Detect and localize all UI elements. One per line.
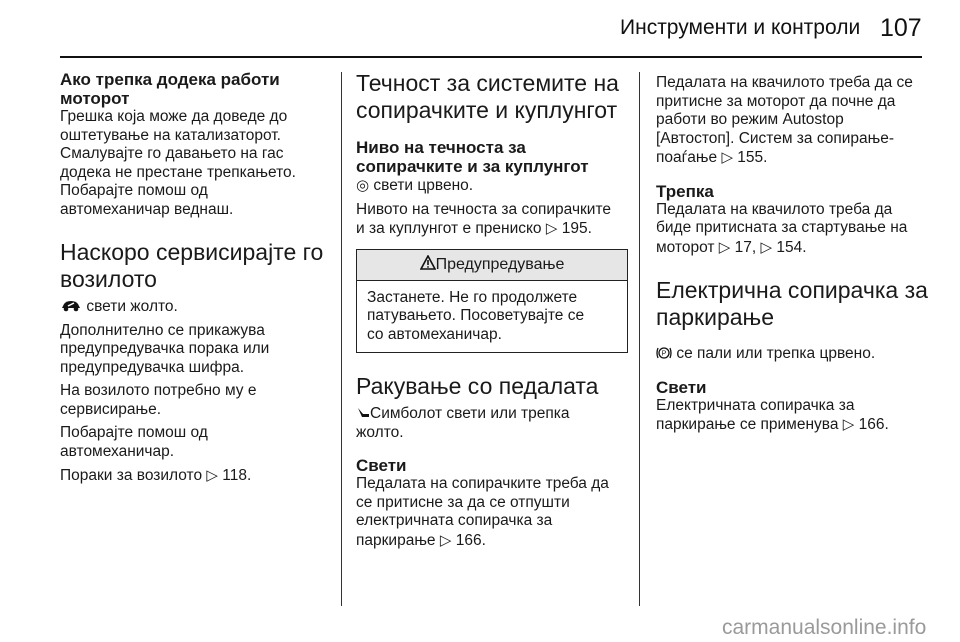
car-service-icon (60, 300, 82, 312)
warning-box (356, 249, 628, 354)
paragraph: Педалата на квачилото треба да биде притисната за стартување на моторот ▷ 17, ▷ 154. (656, 200, 908, 256)
subheading-flashing: Трепка (656, 181, 714, 201)
warning-header: Предупредување (357, 250, 627, 281)
column-right (656, 74, 946, 435)
cross-reference: Пораки за возилото ▷ 118. (60, 466, 252, 484)
subheading-fluid-level: Ниво на течноста за сопирачките и за куплунгот (356, 138, 589, 176)
arrow-icon: ▷ (842, 415, 855, 433)
parking-brake-icon (656, 346, 672, 360)
arrow-icon: ▷ (206, 466, 218, 484)
column-middle (356, 70, 628, 550)
brake-warning-icon: ◎ (356, 176, 370, 194)
warning-text: Застанете. Не го продолжете патувањето. Посоветувајте се со автомеханичар. (367, 288, 585, 343)
paragraph: Нивото на течноста за сопирачките и за куплунгот е прениско ▷ 195. (356, 200, 612, 237)
section-title-service-vehicle: Наскоро сервисирајте го возилото (60, 239, 324, 292)
paragraph: Педалата на сопирачките треба да се притисне за да се отпушти електричната сопирачка за паркирање ▷ 166. (356, 475, 609, 549)
paragraph: Побарајте помош од автомеханичар. (60, 424, 208, 460)
paragraph: Грешка која може да доведе до оштетување на катализаторот. Смалувајте го давањето на гас додека не престане трепкањето. Побарајте помош од автомеханичар веднаш. (60, 108, 296, 218)
arrow-icon: ▷ (760, 237, 773, 256)
watermark: carmanualsonline.info (722, 616, 927, 639)
paragraph: свети жолто. (60, 298, 338, 317)
page-header-title: Инструменти и контроли (620, 16, 861, 39)
svg-text:P: P (661, 350, 667, 358)
section-title-brake-fluid: Течност за системите на сопирачките и куплунгот (356, 70, 619, 123)
paragraph: Симболот свети или трепка жолто. (356, 405, 570, 441)
section-heading-flashing-engine: Ако трепка додека работи моторот (60, 70, 280, 108)
paragraph: P се пали или трепка црвено. (656, 345, 946, 364)
section-title-parking-brake: Електрична сопирачка за паркирање (656, 277, 928, 330)
column-divider (341, 72, 342, 606)
paragraph: ◎ свети црвено. (356, 176, 474, 194)
pedal-icon (356, 406, 370, 419)
page-number: 107 (880, 14, 922, 42)
arrow-icon: ▷ (545, 219, 558, 237)
column-divider (639, 72, 640, 606)
warning-triangle-icon (420, 255, 436, 270)
column-left (60, 70, 338, 486)
arrow-icon: ▷ (439, 530, 452, 549)
arrow-icon: ▷ (718, 237, 731, 256)
subheading-lit: Свети (656, 377, 707, 397)
arrow-icon: ▷ (721, 148, 733, 166)
paragraph: Дополнително се прикажува предупредувачка порака или предупредувачка шифра. (60, 321, 270, 376)
subheading-lit: Свети (356, 456, 407, 475)
paragraph: Педалата на квачилото треба да се притисне за моторот да почне да работи во режим Autostop [Автостоп]. Систем за сопирање- поаѓање ▷ 155. (656, 74, 913, 166)
paragraph: Електричната сопирачка за паркирање се применува ▷ 166. (656, 396, 889, 433)
section-title-pedal: Ракување со педалата (356, 373, 599, 399)
paragraph: На возилото потребно му е сервисирање. (60, 382, 257, 418)
header-rule (60, 56, 922, 58)
